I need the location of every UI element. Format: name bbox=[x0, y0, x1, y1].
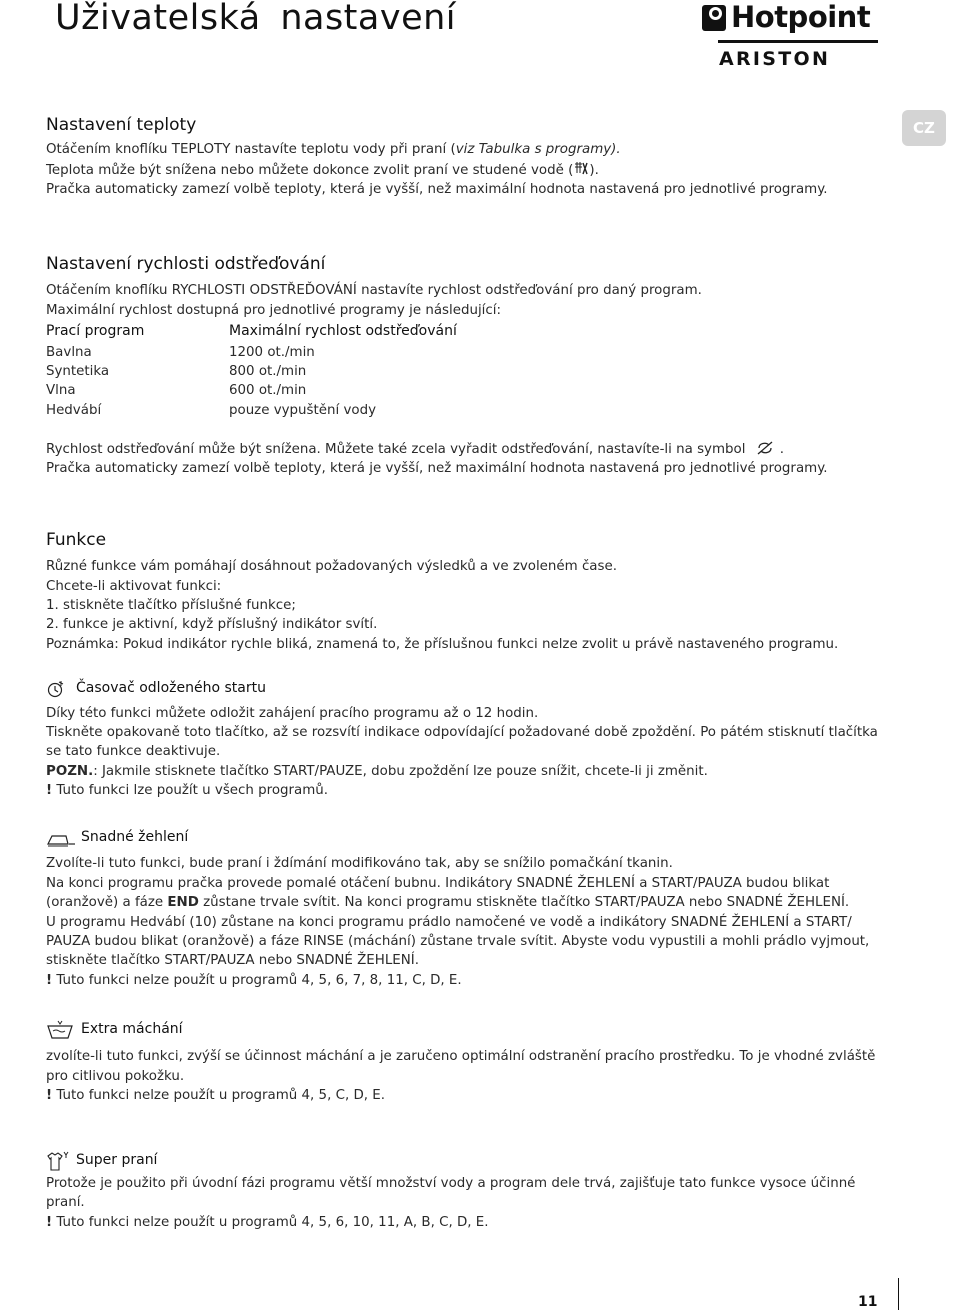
functions-note: Poznámka: Pokud indikátor rychle bliká, znamená to, že příslušnou funkci nelze zvolit u právě nastaveného programu. bbox=[46, 637, 839, 652]
delay-note-text: : Jakmile stisknete tlačítko START/PAUZE, dobu zpoždění lze pouze snížit, chcete-li ji změnit. bbox=[93, 764, 708, 779]
page-title: Uživatelská nastavení bbox=[55, 0, 457, 38]
temperature-text-2 bbox=[46, 160, 599, 181]
delay-note-label: POZN. bbox=[46, 764, 94, 779]
spin-table-program: Bavlna bbox=[46, 345, 92, 360]
cold-water-icon bbox=[573, 160, 589, 174]
functions-heading: Funkce bbox=[46, 530, 107, 550]
spin-text-2: Maximální rychlost dostupná pro jednotlivé programy je následující: bbox=[46, 303, 501, 318]
brand-logo bbox=[702, 0, 878, 76]
super-text-1: Protože je použito při úvodní fázi programu větší množství vody a program dele trvá, zajišťuje tato funkce vysoce účinné bbox=[46, 1176, 856, 1191]
logo-mark-icon bbox=[702, 5, 726, 31]
super-warning-text: Tuto funkci nelze použít u programů 4, 5, 6, 10, 11, A, B, C, D, E. bbox=[52, 1215, 489, 1230]
super-warning bbox=[46, 1213, 489, 1233]
delay-heading: Časovač odloženého startu bbox=[76, 680, 266, 696]
super-text-2: praní. bbox=[46, 1195, 85, 1210]
temperature-heading: Nastavení teploty bbox=[46, 115, 197, 135]
iron-text-3 bbox=[46, 893, 849, 913]
spin-table-program: Vlna bbox=[46, 383, 76, 398]
iron-end-label: END bbox=[167, 895, 199, 910]
iron-text-3c: zůstane trvale svítit. Na konci programu stiskněte tlačítko START/PAUZA nebo SNADNÉ ŽEHLENÍ. bbox=[198, 895, 850, 910]
page-number: 11 bbox=[858, 1294, 878, 1310]
rinse-text-1: zvolíte-li tuto funkci, zvýší se účinnost máchání a je zaručeno optimální odstranění pracího prostředku. To je vhodné zvláště bbox=[46, 1049, 876, 1064]
warning-mark: ! bbox=[46, 1088, 53, 1103]
iron-text-4: U programu Hedvábí (10) zůstane na konci programu prádlo namočené ve vodě a indikátory SNADNÉ ŽEHLENÍ a START/ bbox=[46, 915, 852, 930]
functions-text-1: Různé funkce vám pomáhají dosáhnout požadovaných výsledků a ve zvoleném čase. bbox=[46, 559, 617, 574]
spin-table-header-program: Prací program bbox=[46, 323, 145, 339]
footer-rule bbox=[898, 1278, 899, 1310]
temperature-text-1b: viz Tabulka s programy). bbox=[455, 142, 621, 157]
spin-table-program: Syntetika bbox=[46, 364, 110, 379]
iron-warning bbox=[46, 971, 462, 991]
functions-text-2: Chcete-li aktivovat funkci: bbox=[46, 579, 222, 594]
logo-brand: Hotpoint bbox=[731, 0, 871, 34]
easy-iron-icon bbox=[46, 832, 76, 848]
spin-text-1: Otáčením knoflíku RYCHLOSTI ODSTŘEĎOVÁNÍ nastavíte rychlost odstřeďování pro daný program. bbox=[46, 283, 702, 298]
warning-mark: ! bbox=[46, 783, 53, 798]
warning-mark: ! bbox=[46, 973, 53, 988]
temperature-text-2b: ). bbox=[589, 163, 599, 178]
delay-text-1: Díky této funkci můžete odložit zahájení pracího programu až o 12 hodin. bbox=[46, 706, 539, 721]
delay-text-2: Tiskněte opakovaně toto tlačítko, až se rozsvítí indikace odpovídající požadované době zpoždění. Po pátém stisknutí tlačítka bbox=[46, 725, 878, 740]
iron-text-2: Na konci programu pračka provede pomalé otáčení bubnu. Indikátory SNADNÉ ŽEHLENÍ a START/PAUZA budou blikat bbox=[46, 876, 830, 891]
iron-heading: Snadné žehlení bbox=[81, 829, 189, 845]
rinse-warning bbox=[46, 1086, 385, 1106]
language-label: CZ bbox=[913, 119, 935, 137]
spin-text-3a: Rychlost odstřeďování může být snížena. Můžete také zcela vyřadit odstřeďování, nastavíte-li na symbol bbox=[46, 442, 746, 457]
temperature-text-3: Pračka automaticky zamezí volbě teploty, která je vyšší, než maximální hodnota nastavená pro jednotlivé programy. bbox=[46, 182, 828, 197]
delay-warning-text: Tuto funkci lze použít u všech programů. bbox=[52, 783, 329, 798]
spin-text-4: Pračka automaticky zamezí volbě teploty, která je vyšší, než maximální hodnota nastavená pro jednotlivé programy. bbox=[46, 461, 828, 476]
spin-table-header-speed: Maximální rychlost odstřeďování bbox=[229, 323, 457, 339]
delay-text-3: se tato funkce deaktivuje. bbox=[46, 744, 221, 759]
iron-text-5: PAUZA budou blikat (oranžově) a fáze RINSE (máchání) zůstane trvale svítit. Abyste vodu vypustili a mohli prádlo vyjmout, bbox=[46, 934, 870, 949]
temperature-text-1a: Otáčením knoflíku TEPLOTY nastavíte teplotu vody při praní ( bbox=[46, 142, 456, 157]
functions-step-1: 1. stiskněte tlačítko příslušné funkce; bbox=[46, 598, 296, 613]
language-tab bbox=[902, 110, 946, 146]
logo-subbrand: ARISTON bbox=[719, 48, 831, 70]
functions-step-2: 2. funkce je aktivní, když příslušný indikátor svítí. bbox=[46, 617, 378, 632]
rinse-text-2: pro citlivou pokožku. bbox=[46, 1069, 185, 1084]
super-wash-icon bbox=[46, 1150, 70, 1172]
warning-mark: ! bbox=[46, 1215, 53, 1230]
rinse-warning-text: Tuto funkci nelze použít u programů 4, 5, C, D, E. bbox=[52, 1088, 385, 1103]
spin-heading: Nastavení rychlosti odstřeďování bbox=[46, 254, 326, 274]
delay-warning bbox=[46, 781, 328, 801]
delay-timer-icon bbox=[46, 680, 66, 698]
rinse-heading: Extra máchání bbox=[81, 1021, 183, 1037]
extra-rinse-icon bbox=[46, 1020, 74, 1040]
super-heading: Super praní bbox=[76, 1152, 158, 1168]
spin-table-program: Hedvábí bbox=[46, 403, 102, 418]
spin-table-speed: 1200 ot./min bbox=[229, 345, 315, 360]
logo-divider bbox=[718, 40, 878, 43]
spin-table-speed: 800 ot./min bbox=[229, 364, 307, 379]
spin-table-speed: 600 ot./min bbox=[229, 383, 307, 398]
spin-table-speed: pouze vypuštění vody bbox=[229, 403, 377, 418]
delay-note bbox=[46, 762, 708, 782]
spin-text-3b: . bbox=[779, 442, 784, 457]
iron-warning-text: Tuto funkci nelze použít u programů 4, 5, 6, 7, 8, 11, C, D, E. bbox=[52, 973, 462, 988]
temperature-text-2a: Teplota může být snížena nebo můžete dokonce zvolit praní ve studené vodě ( bbox=[46, 163, 574, 178]
iron-text-1: Zvolíte-li tuto funkci, bude praní i ždímání modifikováno tak, aby se snížilo pomačkání tkanin. bbox=[46, 856, 673, 871]
iron-text-3a: (oranžově) a fáze bbox=[46, 895, 168, 910]
temperature-text-1 bbox=[46, 140, 621, 160]
no-spin-icon bbox=[756, 440, 774, 456]
spin-text-3 bbox=[46, 440, 784, 460]
iron-text-6: stiskněte tlačítko START/PAUZA nebo SNADNÉ ŽEHLENÍ. bbox=[46, 953, 419, 968]
